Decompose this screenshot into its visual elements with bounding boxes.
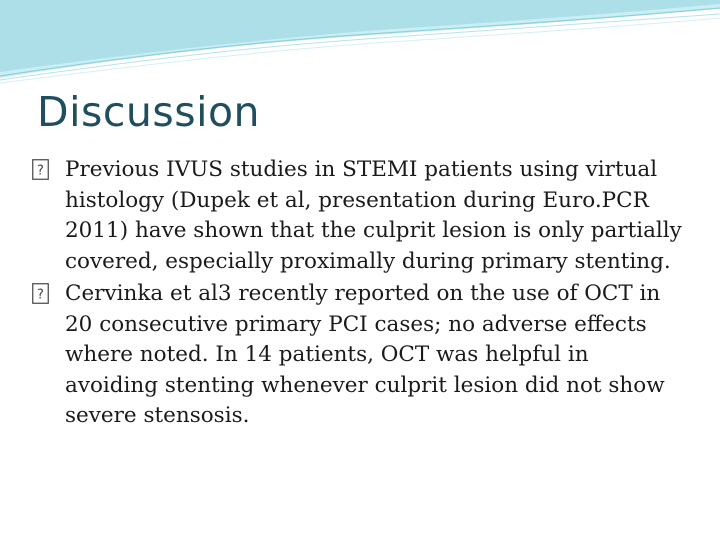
decorative-wave-header [0, 0, 720, 90]
question-box-icon [32, 283, 49, 304]
svg-text:?: ? [37, 287, 44, 303]
svg-text:?: ? [37, 163, 44, 179]
bullet-text: Cervinka et al3 recently reported on the use of OCT in 20 consecutive primary PCI cases; no adverse effects where noted. In 14 patients, OCT was helpful in avoiding stenting whenever culprit lesion did not show severe stensosis. [65, 281, 665, 428]
question-box-icon [32, 159, 49, 180]
bullet-text: Previous IVUS studies in STEMI patients using virtual histology (Dupek et al, presentation during Euro.PCR 2011) have shown that the culprit lesion is only partially covered, especially proximally during primary stenting. [65, 157, 682, 274]
bullet-item [32, 279, 687, 432]
bullet-list [32, 155, 687, 434]
slide-title: Discussion [37, 88, 261, 136]
bullet-item [32, 155, 687, 277]
